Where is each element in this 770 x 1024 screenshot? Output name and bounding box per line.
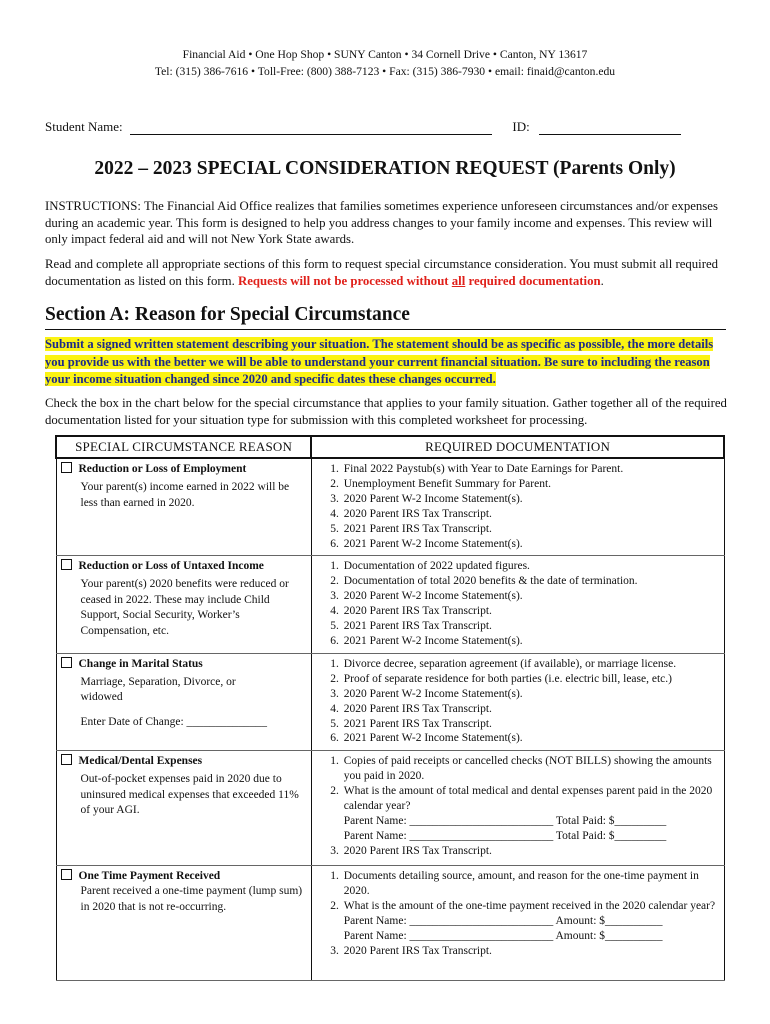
parent-amount-field[interactable]: Parent Name: _________________________ Total Paid: $_________ [343, 814, 667, 827]
documentation-list [316, 462, 720, 551]
warning-text [238, 274, 601, 288]
list-item [342, 784, 720, 844]
question-text: What is the amount of total medical and dental expenses parent paid in the 2020 calendar year? [343, 785, 713, 813]
warning-period: . [600, 273, 604, 288]
list-item: 3. 2020 Parent W-2 Income Statement(s). [342, 492, 720, 507]
list-item: 5. 2021 Parent IRS Tax Transcript. [342, 717, 720, 732]
reason-description: Your parent(s) income earned in 2022 will be less than earned in 2020. [80, 481, 290, 509]
list-item: 2. Unemployment Benefit Summary for Parent. [342, 477, 720, 492]
checkbox[interactable] [61, 657, 72, 668]
date-of-change-field[interactable]: Enter Date of Change: ______________ [80, 715, 268, 728]
student-id-label: ID: [512, 119, 530, 134]
documentation-list [316, 657, 720, 746]
table-row [56, 458, 724, 556]
instructions-paragraph: INSTRUCTIONS: The Financial Aid Office realizes that families sometimes experience unforeseen circumstances and/or expenses during an academic year. This form is designed to help you address changes to your family income and expenses. This review will only impact federal aid and will not New York State awards. [45, 199, 718, 246]
reason-title: Medical/Dental Expenses [78, 755, 203, 768]
documentation-list [316, 869, 720, 958]
list-item: 6. 2021 Parent W-2 Income Statement(s). [342, 537, 720, 552]
circumstance-table [55, 435, 725, 981]
form-title: 2022 – 2023 SPECIAL CONSIDERATION REQUEST (Parents Only) [94, 158, 676, 179]
reason-description: Parent received a one-time payment (lump sum) in 2020 that is not re-occurring. [80, 885, 303, 913]
list-item: 5. 2021 Parent IRS Tax Transcript. [342, 522, 720, 537]
list-item: 6. 2021 Parent W-2 Income Statement(s). [342, 731, 720, 746]
list-item: 6. 2021 Parent W-2 Income Statement(s). [342, 634, 720, 649]
list-item: 1. Documentation of 2022 updated figures. [342, 559, 720, 574]
reason-cell [56, 653, 311, 750]
checkbox[interactable] [61, 462, 72, 473]
list-item: 1. Divorce decree, separation agreement (if available), or marriage license. [342, 657, 720, 672]
table-row [56, 556, 724, 653]
warning-all: all [451, 273, 466, 288]
documentation-cell [311, 866, 724, 981]
list-item: 5. 2021 Parent IRS Tax Transcript. [342, 619, 720, 634]
list-item: 3. 2020 Parent W-2 Income Statement(s). [342, 687, 720, 702]
reason-cell [56, 556, 311, 653]
list-item: 1. Final 2022 Paystub(s) with Year to Date Earnings for Parent. [342, 462, 720, 477]
student-name-label: Student Name: [45, 119, 123, 134]
read-text: Read and complete all appropriate sections of this form to request special circumstance consideration. You must submit all required documentation as listed on this form. [45, 257, 719, 288]
highlighted-text: Submit a signed written statement describing your situation. The statement should be as specific as possible, the more details you provide us with the better we will be able to understand your current financial situation. Be sure to including the reason your income situation changed since 2020 and specific dates these changes occurred. [45, 337, 714, 386]
list-item: 3. 2020 Parent IRS Tax Transcript. [342, 844, 720, 859]
list-item: 3. 2020 Parent IRS Tax Transcript. [342, 944, 720, 959]
student-id-field[interactable] [539, 122, 681, 135]
list-item: 3. 2020 Parent W-2 Income Statement(s). [342, 589, 720, 604]
documentation-cell [311, 556, 724, 653]
header-contact: Tel: (315) 386-7616 • Toll-Free: (800) 388-7123 • Fax: (315) 386-7930 • email: finaid@canton.edu [154, 65, 616, 78]
reason-description: Out-of-pocket expenses paid in 2020 due to uninsured medical expenses that exceeded 11% of your AGI. [80, 773, 299, 817]
highlighted-statement [45, 336, 730, 389]
table-row [56, 751, 724, 866]
table-row [56, 653, 724, 750]
checkbox[interactable] [61, 754, 72, 765]
section-a-rule [45, 329, 726, 330]
documentation-cell [311, 653, 724, 750]
list-item: 2. Proof of separate residence for both parties (i.e. electric bill, lease, etc.) [342, 672, 720, 687]
reason-cell [56, 866, 311, 981]
reason-description: Your parent(s) 2020 benefits were reduced or ceased in 2022. These may include Child Support, Social Security, Worker’s Compensation, etc. [80, 578, 289, 637]
documentation-cell [311, 751, 724, 866]
question-text: What is the amount of the one-time payment received in the 2020 calendar year? [343, 900, 716, 913]
list-item: 1. Copies of paid receipts or cancelled checks (NOT BILLS) showing the amounts you paid in 2020. [342, 754, 720, 784]
read-paragraph [45, 256, 730, 289]
documentation-list [316, 559, 720, 648]
student-info-line [45, 119, 725, 135]
warning-post: required documentation [468, 273, 601, 288]
col-header-documentation: REQUIRED DOCUMENTATION [311, 436, 724, 458]
parent-amount-field[interactable]: Parent Name: _________________________ Total Paid: $_________ [343, 829, 667, 842]
header-address: Financial Aid • One Hop Shop • SUNY Canton • 34 Cornell Drive • Canton, NY 13617 [182, 48, 588, 61]
list-item: 4. 2020 Parent IRS Tax Transcript. [342, 507, 720, 522]
reason-title: Reduction or Loss of Employment [78, 463, 247, 475]
list-item [342, 899, 720, 944]
office-header [0, 46, 770, 80]
table-row [56, 866, 724, 981]
list-item: 4. 2020 Parent IRS Tax Transcript. [342, 702, 720, 717]
parent-amount-field[interactable]: Parent Name: _________________________ Amount: $__________ [343, 915, 663, 928]
warning-pre: Requests will not be processed without [238, 273, 449, 288]
reason-cell [56, 458, 311, 556]
list-item: 4. 2020 Parent IRS Tax Transcript. [342, 604, 720, 619]
list-item: 1. Documents detailing source, amount, and reason for the one-time payment in 2020. [342, 869, 720, 899]
reason-title: Reduction or Loss of Untaxed Income [78, 560, 264, 573]
check-instructions: Check the box in the chart below for the special circumstance that applies to your family situation. Gather together all of the required documentation listed for your situation type for submission with this completed worksheet for processing. [45, 396, 727, 427]
student-name-field[interactable] [130, 122, 492, 135]
reason-title: One Time Payment Received [78, 870, 221, 883]
parent-amount-field[interactable]: Parent Name: _________________________ Amount: $__________ [343, 929, 663, 942]
section-a-title: Section A: Reason for Special Circumstance [45, 304, 410, 325]
checkbox[interactable] [61, 559, 72, 570]
col-header-reason: SPECIAL CIRCUMSTANCE REASON [56, 436, 311, 458]
checkbox[interactable] [61, 869, 72, 880]
reason-description: Marriage, Separation, Divorce, or widowed [80, 675, 236, 704]
reason-title: Change in Marital Status [78, 657, 203, 670]
list-item: 2. Documentation of total 2020 benefits & the date of termination. [342, 574, 720, 589]
reason-cell [56, 751, 311, 866]
documentation-list [316, 754, 720, 858]
documentation-cell [311, 458, 724, 556]
